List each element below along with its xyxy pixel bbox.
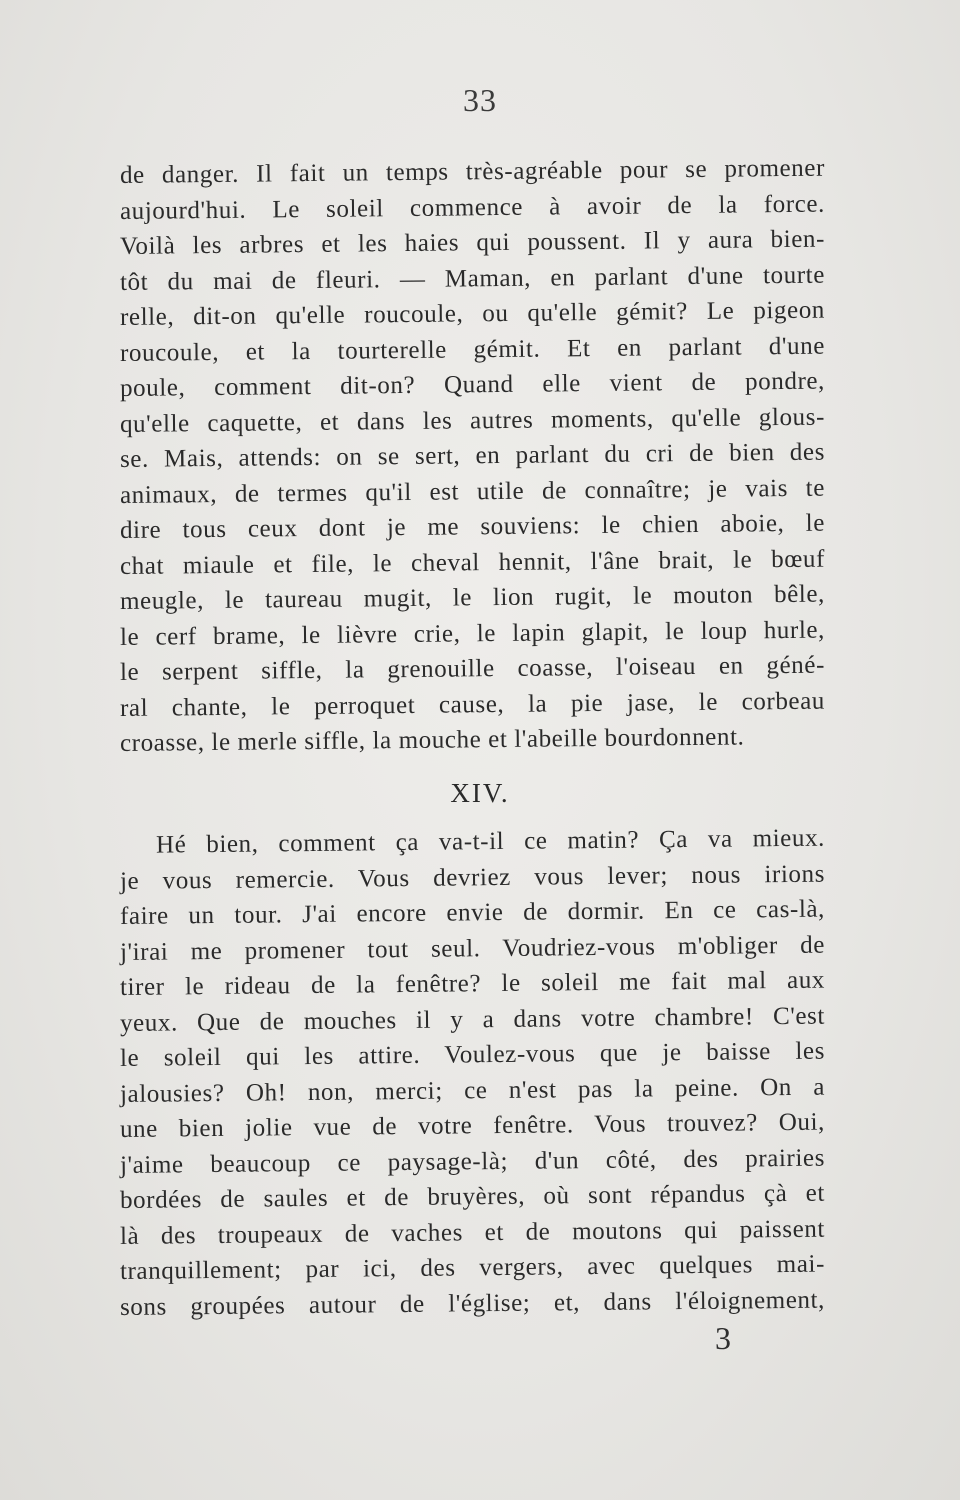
text-line: faire un tour. J'ai encore envie de dormir. En ce cas-là, — [119, 895, 826, 930]
top-paragraph — [119, 154, 826, 762]
text-line: se. Mais, attends: on se sert, en parlant du cri de bien des — [119, 438, 826, 473]
text-line: meugle, le taureau mugit, le lion rugit, le mouton bêle, — [119, 580, 826, 615]
text-line: le soleil qui les attire. Voulez-vous que je baisse les — [119, 1037, 826, 1072]
text-line: chat miaule et file, le cheval hennit, l'âne brait, le bœuf — [119, 545, 826, 580]
bottom-paragraph — [119, 824, 826, 1325]
text-line: j'aime beaucoup ce paysage-là; d'un côté, des prairies — [119, 1144, 826, 1179]
text-line: une bien jolie vue de votre fenêtre. Vous trouvez? Oui, — [119, 1108, 826, 1143]
text-line: yeux. Que de mouches il y a dans votre chambre! C'est — [119, 1002, 826, 1037]
text-line: jalousies? Oh! non, merci; ce n'est pas la peine. On a — [119, 1073, 826, 1108]
text-line: tranquillement; par ici, des vergers, avec quelques mai- — [119, 1250, 826, 1285]
text-line: ral chante, le perroquet cause, la pie jase, le corbeau — [119, 687, 826, 722]
text-line: tôt du mai de fleuri. — Maman, en parlant d'une tourte — [119, 261, 826, 296]
text-line: le serpent siffle, la grenouille coasse, l'oiseau en géné- — [119, 651, 826, 686]
page-number: 33 — [463, 82, 497, 118]
text-line: là des troupeaux de vaches et de moutons qui paissent — [119, 1215, 826, 1250]
text-line: de danger. Il fait un temps très-agréable pour se promener — [119, 154, 826, 189]
text-line: j'irai me promener tout seul. Voudriez-vous m'obliger de — [119, 931, 826, 966]
text-line: poule, comment dit-on? Quand elle vient de pondre, — [119, 367, 826, 402]
text-line: bordées de saules et de bruyères, où sont répandus çà et — [119, 1179, 826, 1214]
text-line: aujourd'hui. Le soleil commence à avoir de la force. — [119, 190, 826, 225]
text-line: tirer le rideau de la fenêtre? le soleil me fait mal aux — [119, 966, 826, 1001]
text-line: le cerf brame, le lièvre crie, le lapin glapit, le loup hurle, — [119, 616, 826, 651]
text-line: dire tous ceux dont je me souviens: le chien aboie, le — [119, 509, 826, 544]
text-line: sons groupées autour de l'église; et, dans l'éloignement, — [119, 1286, 826, 1321]
text-line: qu'elle caquette, et dans les autres moments, qu'elle glous- — [119, 403, 826, 438]
text-line: je vous remercie. Vous devriez vous lever; nous irions — [119, 860, 826, 895]
text-line: relle, dit-on qu'elle roucoule, ou qu'elle gémit? Le pigeon — [119, 296, 826, 331]
text-line: animaux, de termes qu'il est utile de connaître; je vais te — [119, 474, 826, 509]
text-line: croasse, le merle siffle, la mouche et l'abeille bourdonnent. — [119, 723, 745, 757]
text-line: Hé bien, comment ça va-t-il ce matin? Ça va mieux. — [155, 824, 826, 859]
signature-mark: 3 — [715, 1320, 731, 1356]
text-line: roucoule, et la tourterelle gémit. Et en parlant d'une — [119, 332, 826, 367]
text-line: Voilà les arbres et les haies qui poussent. Il y aura bien- — [119, 225, 826, 260]
section-heading: XIV. — [450, 778, 510, 808]
